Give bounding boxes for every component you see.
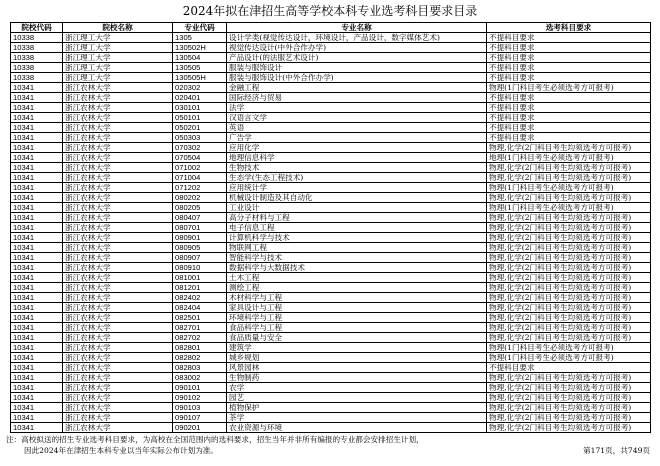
cell-major-code: 130502H (173, 43, 227, 53)
cell-school-code: 10341 (11, 263, 63, 273)
cell-major-code: 082702 (173, 333, 227, 343)
cell-major-code: 083002 (173, 373, 227, 383)
cell-major-name: 设计学类(视觉传达设计，环境设计，产品设计，数字媒体艺术) (227, 33, 487, 43)
cell-subject-requirement: 物理,化学(2门科目考生均须选考方可报考) (487, 163, 651, 173)
cell-school-name: 浙江理工大学 (63, 43, 173, 53)
cell-subject-requirement: 物理,化学(2门科目考生均须选考方可报考) (487, 323, 651, 333)
cell-school-code: 10341 (11, 113, 63, 123)
cell-school-code: 10341 (11, 93, 63, 103)
cell-major-name: 法学 (227, 103, 487, 113)
cell-major-name: 智能科学与技术 (227, 253, 487, 263)
cell-major-name: 环境科学与工程 (227, 313, 487, 323)
cell-subject-requirement: 不提科目要求 (487, 33, 651, 43)
cell-subject-requirement: 物理,化学(2门科目考生均须选考方可报考) (487, 313, 651, 323)
requirements-table (10, 22, 651, 433)
cell-school-code: 10341 (11, 153, 63, 163)
cell-school-code: 10338 (11, 33, 63, 43)
cell-school-code: 10341 (11, 343, 63, 353)
cell-major-code: 090107 (173, 413, 227, 423)
cell-major-code: 070504 (173, 153, 227, 163)
cell-major-code: 071202 (173, 183, 227, 193)
cell-major-name: 地理信息科学 (227, 153, 487, 163)
cell-major-name: 电子信息工程 (227, 223, 487, 233)
table-row (11, 373, 651, 383)
cell-school-name: 浙江农林大学 (63, 163, 173, 173)
cell-major-code: 050303 (173, 133, 227, 143)
cell-school-code: 10341 (11, 273, 63, 283)
cell-school-code: 10341 (11, 183, 63, 193)
cell-major-code: 082501 (173, 313, 227, 323)
cell-subject-requirement: 物理,化学(2门科目考生均须选考方可报考) (487, 303, 651, 313)
table-row (11, 333, 651, 343)
cell-major-code: 080901 (173, 233, 227, 243)
table-row (11, 243, 651, 253)
cell-school-name: 浙江农林大学 (63, 133, 173, 143)
cell-school-code: 10341 (11, 213, 63, 223)
cell-major-name: 高分子材料与工程 (227, 213, 487, 223)
table-row (11, 93, 651, 103)
table-row (11, 193, 651, 203)
cell-major-name: 生物技术 (227, 163, 487, 173)
page-title: 2024年拟在津招生高等学校本科专业选考科目要求目录 (182, 4, 478, 18)
cell-major-name: 生物制药 (227, 373, 487, 383)
cell-school-name: 浙江理工大学 (63, 33, 173, 43)
cell-major-code: 082802 (173, 353, 227, 363)
cell-major-code: 080910 (173, 263, 227, 273)
cell-major-name: 茶学 (227, 413, 487, 423)
cell-major-code: 1305 (173, 33, 227, 43)
cell-major-name: 食品质量与安全 (227, 333, 487, 343)
cell-subject-requirement: 物理,化学(2门科目考生均须选考方可报考) (487, 293, 651, 303)
table-row (11, 113, 651, 123)
cell-subject-requirement: 不提科目要求 (487, 113, 651, 123)
cell-subject-requirement: 物理,化学(2门科目考生均须选考方可报考) (487, 253, 651, 263)
cell-school-name: 浙江理工大学 (63, 53, 173, 63)
cell-subject-requirement: 物理,化学(2门科目考生均须选考方可报考) (487, 233, 651, 243)
cell-school-name: 浙江农林大学 (63, 223, 173, 233)
cell-school-code: 10338 (11, 73, 63, 83)
cell-school-name: 浙江农林大学 (63, 183, 173, 193)
cell-subject-requirement: 不提科目要求 (487, 43, 651, 53)
cell-subject-requirement: 物理,化学(2门科目考生均须选考方可报考) (487, 223, 651, 233)
table-row (11, 143, 651, 153)
cell-school-name: 浙江农林大学 (63, 113, 173, 123)
cell-subject-requirement: 不提科目要求 (487, 363, 651, 373)
cell-subject-requirement: 物理,化学(2门科目考生均须选考方可报考) (487, 263, 651, 273)
cell-school-code: 10341 (11, 403, 63, 413)
cell-major-name: 视觉传达设计(中外合作办学) (227, 43, 487, 53)
table-row (11, 233, 651, 243)
cell-major-code: 130505H (173, 73, 227, 83)
cell-major-name: 生态学(生态工程技术) (227, 173, 487, 183)
cell-major-name: 广告学 (227, 133, 487, 143)
cell-subject-requirement: 物理(1门科目考生必须选考方可报考) (487, 83, 651, 93)
cell-school-name: 浙江农林大学 (63, 93, 173, 103)
table-row (11, 403, 651, 413)
cell-subject-requirement: 不提科目要求 (487, 63, 651, 73)
table-row (11, 383, 651, 393)
table-row (11, 313, 651, 323)
cell-major-code: 082402 (173, 293, 227, 303)
cell-school-code: 10341 (11, 293, 63, 303)
cell-major-code: 090201 (173, 423, 227, 433)
header-subject-requirement: 选考科目要求 (487, 23, 651, 33)
cell-school-name: 浙江农林大学 (63, 153, 173, 163)
cell-major-code: 020302 (173, 83, 227, 93)
cell-subject-requirement: 物理,化学(2门科目考生均须选考方可报考) (487, 373, 651, 383)
cell-subject-requirement: 物理,化学(2门科目考生均须选考方可报考) (487, 193, 651, 203)
cell-school-code: 10341 (11, 333, 63, 343)
cell-major-name: 应用化学 (227, 143, 487, 153)
cell-subject-requirement: 物理,化学(2门科目考生均须选考方可报考) (487, 213, 651, 223)
table-row (11, 343, 651, 353)
cell-major-code: 082803 (173, 363, 227, 373)
cell-subject-requirement: 不提科目要求 (487, 53, 651, 63)
cell-subject-requirement: 物理(1门科目考生必须选考方可报考) (487, 353, 651, 363)
cell-school-code: 10341 (11, 193, 63, 203)
footnote (6, 434, 654, 456)
cell-subject-requirement: 物理,化学(2门科目考生均须选考方可报考) (487, 143, 651, 153)
cell-major-name: 土木工程 (227, 273, 487, 283)
cell-school-name: 浙江农林大学 (63, 243, 173, 253)
cell-subject-requirement: 不提科目要求 (487, 103, 651, 113)
cell-major-code: 020401 (173, 93, 227, 103)
cell-major-code: 082801 (173, 343, 227, 353)
cell-major-name: 服装与服饰设计(中外合作办学) (227, 73, 487, 83)
cell-school-code: 10341 (11, 233, 63, 243)
cell-subject-requirement: 物理,化学(2门科目考生均须选考方可报考) (487, 243, 651, 253)
cell-school-name: 浙江农林大学 (63, 383, 173, 393)
cell-school-name: 浙江农林大学 (63, 363, 173, 373)
table-row (11, 413, 651, 423)
cell-subject-requirement: 物理,化学(2门科目考生均须选考方可报考) (487, 393, 651, 403)
cell-major-name: 数据科学与大数据技术 (227, 263, 487, 273)
cell-subject-requirement: 不提科目要求 (487, 93, 651, 103)
table-row (11, 283, 651, 293)
cell-subject-requirement: 不提科目要求 (487, 123, 651, 133)
cell-subject-requirement: 物理,化学(2门科目考生均须选考方可报考) (487, 423, 651, 433)
cell-school-code: 10341 (11, 253, 63, 263)
cell-school-code: 10341 (11, 243, 63, 253)
footnote-line-1: 注：高校拟送的招生专业选考科目要求，为高校在全国范围内的选科要求，招生当年并非所有编报的专业都会安排招生计划， (6, 435, 424, 444)
cell-major-code: 081201 (173, 283, 227, 293)
cell-school-name: 浙江农林大学 (63, 323, 173, 333)
cell-subject-requirement: 不提科目要求 (487, 73, 651, 83)
cell-subject-requirement: 地理(1门科目考生必须选考方可报考) (487, 153, 651, 163)
table-header-row (11, 23, 651, 33)
cell-major-code: 080905 (173, 243, 227, 253)
table-body (11, 33, 651, 433)
cell-major-name: 英语 (227, 123, 487, 133)
table-row (11, 213, 651, 223)
table-row (11, 323, 651, 333)
cell-school-name: 浙江农林大学 (63, 423, 173, 433)
cell-major-name: 服装与服饰设计 (227, 63, 487, 73)
cell-major-code: 082404 (173, 303, 227, 313)
table-row (11, 273, 651, 283)
cell-subject-requirement: 物理,化学(2门科目考生均须选考方可报考) (487, 283, 651, 293)
table-row (11, 43, 651, 53)
footnote-line-2: 因此2024年在津招生本科专业以当年实际公布计划为准。 (24, 446, 218, 455)
cell-school-code: 10341 (11, 363, 63, 373)
cell-major-code: 081001 (173, 273, 227, 283)
cell-major-name: 测绘工程 (227, 283, 487, 293)
page-indicator: 第171页，共749页 (583, 446, 650, 455)
cell-major-code: 050201 (173, 123, 227, 133)
cell-school-code: 10341 (11, 83, 63, 93)
cell-school-name: 浙江理工大学 (63, 63, 173, 73)
cell-school-code: 10341 (11, 173, 63, 183)
cell-major-code: 082701 (173, 323, 227, 333)
cell-major-name: 食品科学与工程 (227, 323, 487, 333)
cell-school-name: 浙江农林大学 (63, 403, 173, 413)
cell-school-name: 浙江农林大学 (63, 313, 173, 323)
cell-school-name: 浙江理工大学 (63, 73, 173, 83)
cell-subject-requirement: 物理,化学(2门科目考生均须选考方可报考) (487, 333, 651, 343)
cell-school-name: 浙江农林大学 (63, 393, 173, 403)
table-row (11, 173, 651, 183)
cell-major-code: 090101 (173, 383, 227, 393)
cell-school-code: 10341 (11, 133, 63, 143)
cell-major-code: 070302 (173, 143, 227, 153)
cell-school-code: 10341 (11, 313, 63, 323)
cell-school-name: 浙江农林大学 (63, 353, 173, 363)
cell-major-name: 植物保护 (227, 403, 487, 413)
cell-major-name: 木材科学与工程 (227, 293, 487, 303)
cell-subject-requirement: 不提科目要求 (487, 133, 651, 143)
table-row (11, 163, 651, 173)
table-row (11, 183, 651, 193)
cell-school-code: 10338 (11, 63, 63, 73)
cell-major-code: 050101 (173, 113, 227, 123)
cell-major-name: 农业资源与环境 (227, 423, 487, 433)
cell-major-code: 090102 (173, 393, 227, 403)
table-row (11, 263, 651, 273)
table-row (11, 353, 651, 363)
table-row (11, 73, 651, 83)
cell-school-name: 浙江农林大学 (63, 253, 173, 263)
cell-major-code: 071004 (173, 173, 227, 183)
cell-school-code: 10341 (11, 203, 63, 213)
cell-major-code: 080202 (173, 193, 227, 203)
header-school-code: 院校代码 (11, 23, 63, 33)
cell-school-code: 10341 (11, 103, 63, 113)
cell-school-code: 10341 (11, 393, 63, 403)
table-row (11, 153, 651, 163)
cell-major-code: 080701 (173, 223, 227, 233)
cell-school-code: 10338 (11, 43, 63, 53)
cell-school-name: 浙江农林大学 (63, 233, 173, 243)
cell-major-name: 风景园林 (227, 363, 487, 373)
cell-school-code: 10341 (11, 163, 63, 173)
cell-major-code: 071002 (173, 163, 227, 173)
cell-major-name: 汉语言文学 (227, 113, 487, 123)
table-row (11, 133, 651, 143)
cell-school-code: 10341 (11, 123, 63, 133)
table-row (11, 123, 651, 133)
table-row (11, 423, 651, 433)
cell-school-name: 浙江农林大学 (63, 333, 173, 343)
cell-school-name: 浙江农林大学 (63, 83, 173, 93)
cell-major-name: 农学 (227, 383, 487, 393)
cell-subject-requirement: 物理(1门科目考生必须选考方可报考) (487, 183, 651, 193)
cell-school-name: 浙江农林大学 (63, 103, 173, 113)
table-row (11, 293, 651, 303)
cell-school-code: 10341 (11, 143, 63, 153)
cell-major-code: 130504 (173, 53, 227, 63)
cell-school-code: 10338 (11, 53, 63, 63)
cell-subject-requirement: 物理,化学(2门科目考生均须选考方可报考) (487, 173, 651, 183)
table-row (11, 363, 651, 373)
cell-school-code: 10341 (11, 323, 63, 333)
cell-major-code: 080407 (173, 213, 227, 223)
cell-school-name: 浙江农林大学 (63, 123, 173, 133)
cell-major-name: 物联网工程 (227, 243, 487, 253)
cell-school-code: 10341 (11, 283, 63, 293)
table-row (11, 393, 651, 403)
table-row (11, 223, 651, 233)
cell-school-name: 浙江农林大学 (63, 273, 173, 283)
cell-school-name: 浙江农林大学 (63, 213, 173, 223)
cell-major-name: 工业设计 (227, 203, 487, 213)
cell-major-name: 机械设计制造及其自动化 (227, 193, 487, 203)
cell-major-code: 080907 (173, 253, 227, 263)
cell-major-name: 国际经济与贸易 (227, 93, 487, 103)
cell-school-name: 浙江农林大学 (63, 343, 173, 353)
cell-major-name: 计算机科学与技术 (227, 233, 487, 243)
cell-school-name: 浙江农林大学 (63, 203, 173, 213)
cell-major-name: 金融工程 (227, 83, 487, 93)
cell-major-name: 园艺 (227, 393, 487, 403)
cell-major-code: 090103 (173, 403, 227, 413)
table-row (11, 53, 651, 63)
cell-major-name: 应用统计学 (227, 183, 487, 193)
cell-subject-requirement: 物理,化学(2门科目考生均须选考方可报考) (487, 403, 651, 413)
cell-school-code: 10341 (11, 413, 63, 423)
cell-major-name: 家具设计与工程 (227, 303, 487, 313)
cell-subject-requirement: 物理(1门科目考生必须选考方可报考) (487, 203, 651, 213)
cell-school-name: 浙江农林大学 (63, 173, 173, 183)
header-school-name: 院校名称 (63, 23, 173, 33)
cell-school-name: 浙江农林大学 (63, 283, 173, 293)
cell-subject-requirement: 物理,化学(2门科目考生均须选考方可报考) (487, 383, 651, 393)
cell-school-code: 10341 (11, 373, 63, 383)
header-major-name: 专业名称 (227, 23, 487, 33)
cell-school-name: 浙江农林大学 (63, 413, 173, 423)
table-row (11, 63, 651, 73)
cell-school-code: 10341 (11, 423, 63, 433)
cell-subject-requirement: 物理(1门科目考生必须选考方可报考) (487, 343, 651, 353)
cell-school-code: 10341 (11, 383, 63, 393)
cell-school-name: 浙江农林大学 (63, 293, 173, 303)
header-major-code: 专业代码 (173, 23, 227, 33)
cell-major-code: 030101 (173, 103, 227, 113)
table-row (11, 203, 651, 213)
cell-school-name: 浙江农林大学 (63, 263, 173, 273)
table-row (11, 33, 651, 43)
cell-major-code: 130505 (173, 63, 227, 73)
cell-major-code: 080205 (173, 203, 227, 213)
cell-school-name: 浙江农林大学 (63, 143, 173, 153)
cell-school-code: 10341 (11, 353, 63, 363)
cell-subject-requirement: 物理,化学(2门科目考生均须选考方可报考) (487, 413, 651, 423)
cell-school-code: 10341 (11, 223, 63, 233)
table-row (11, 83, 651, 93)
cell-school-name: 浙江农林大学 (63, 373, 173, 383)
cell-school-name: 浙江农林大学 (63, 193, 173, 203)
cell-subject-requirement: 物理,化学(2门科目考生均须选考方可报考) (487, 273, 651, 283)
table-row (11, 303, 651, 313)
table-row (11, 103, 651, 113)
cell-school-code: 10341 (11, 303, 63, 313)
cell-major-name: 城乡规划 (227, 353, 487, 363)
cell-school-name: 浙江农林大学 (63, 303, 173, 313)
cell-major-name: 建筑学 (227, 343, 487, 353)
table-row (11, 253, 651, 263)
cell-major-name: 产品设计(的法服艺术设计) (227, 53, 487, 63)
